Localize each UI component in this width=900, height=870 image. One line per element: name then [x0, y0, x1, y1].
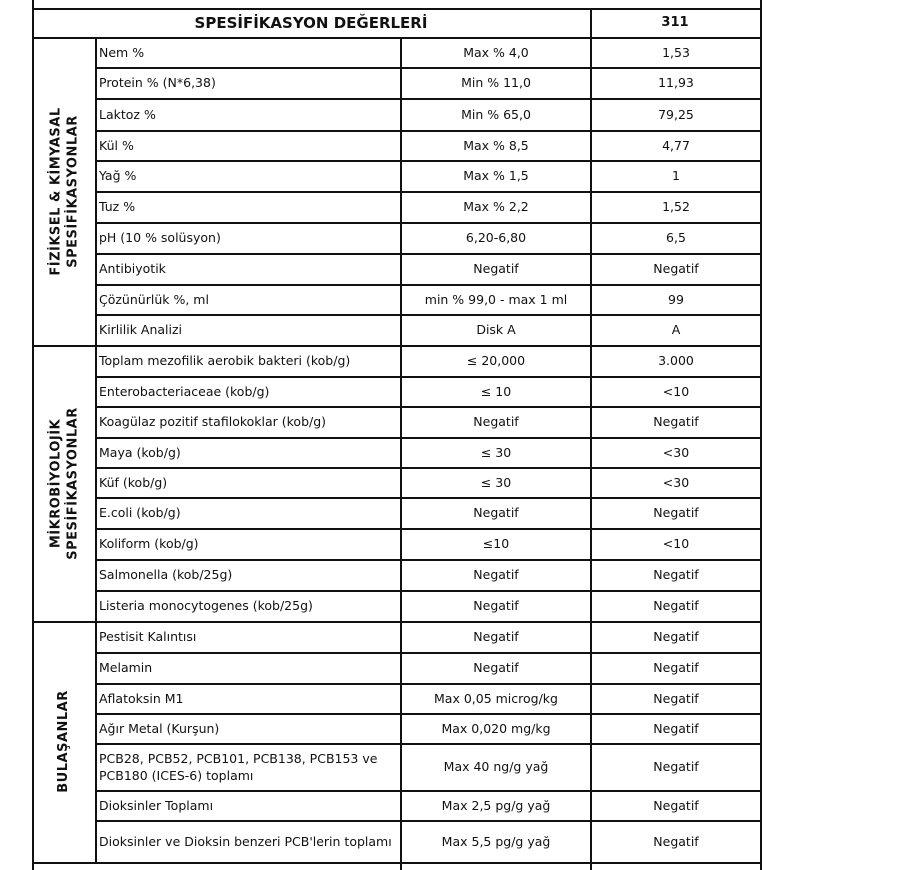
- parameter-cell: Maya (kob/g): [99, 444, 181, 460]
- result-cell: Negatif: [653, 690, 699, 706]
- spec-cell: min % 99,0 - max 1 ml: [424, 291, 568, 307]
- parameter-cell: Çözünürlük %, ml: [99, 291, 209, 307]
- parameter-cell: Protein % (N*6,38): [99, 75, 216, 90]
- spec-cell: Max % 8,5: [463, 137, 529, 153]
- parameter-cell: Enterobacteriaceae (kob/g): [99, 383, 270, 399]
- spec-cell: Negatif: [473, 505, 519, 520]
- spec-cell: ≤ 20,000: [466, 353, 526, 368]
- result-cell: 1,52: [662, 199, 690, 214]
- result-cell: 3.000: [658, 353, 694, 368]
- spec-cell: Negatif: [473, 629, 519, 644]
- table-rule: [760, 8, 762, 37]
- table-rule: [760, 0, 762, 8]
- parameter-cell: Toplam mezofilik aerobik bakteri (kob/g): [99, 353, 351, 368]
- spec-cell: Max % 4,0: [463, 44, 529, 60]
- result-cell: A: [671, 322, 681, 337]
- result-cell: Negatif: [653, 797, 699, 813]
- parameter-cell: Kirlilik Analizi: [99, 322, 183, 337]
- parameter-cell: Salmonella (kob/25g): [99, 567, 233, 582]
- spec-cell: Max 0,05 microg/kg: [434, 690, 558, 706]
- spec-cell: 6,20-6,80: [465, 230, 527, 245]
- result-cell: 1: [672, 168, 680, 183]
- parameter-cell: Listeria monocytogenes (kob/25g): [99, 598, 313, 613]
- parameter-cell: E.coli (kob/g): [99, 505, 181, 520]
- table-rule: [32, 862, 762, 864]
- result-cell: Negatif: [653, 629, 699, 644]
- parameter-cell: Nem %: [99, 44, 145, 60]
- parameter-cell: Laktoz %: [99, 106, 156, 122]
- spec-cell: Min % 11,0: [461, 75, 531, 90]
- table-rule: [400, 862, 402, 870]
- section-label: BULAŞANLAR: [56, 690, 71, 793]
- parameter-cell: Dioksinler ve Dioksin benzeri PCB'lerin toplamı: [99, 833, 392, 849]
- result-cell: <30: [662, 474, 690, 490]
- spec-cell: Negatif: [473, 261, 519, 276]
- parameter-cell: Koliform (kob/g): [99, 536, 199, 551]
- spec-cell: Max % 2,2: [463, 199, 529, 214]
- table-rule: [590, 862, 592, 870]
- spec-cell: Negatif: [473, 598, 519, 613]
- spec-cell: Negatif: [473, 660, 519, 675]
- parameter-cell: pH (10 % solüsyon): [99, 230, 221, 245]
- result-cell: 79,25: [658, 106, 694, 122]
- spec-cell: ≤ 10: [480, 383, 512, 399]
- spec-cell: Max % 1,5: [463, 168, 529, 183]
- spec-cell: Negatif: [473, 414, 519, 429]
- result-cell: Negatif: [653, 660, 699, 675]
- result-cell: Negatif: [653, 261, 699, 276]
- parameter-cell: Tuz %: [99, 199, 136, 214]
- spec-cell: Max 5,5 pg/g yağ: [441, 833, 551, 849]
- spec-cell: Disk A: [476, 322, 516, 337]
- result-cell: Negatif: [653, 598, 699, 613]
- result-cell: Negatif: [653, 567, 699, 582]
- parameter-cell: Aflatoksin M1: [99, 690, 184, 706]
- result-cell: Negatif: [653, 505, 699, 520]
- section-label: FİZİKSEL & KİMYASAL SPESİFİKASYONLAR: [47, 106, 80, 276]
- spec-cell: ≤ 30: [480, 474, 512, 490]
- parameter-cell: Koagülaz pozitif stafilokoklar (kob/g): [99, 414, 327, 429]
- result-cell: <10: [662, 536, 690, 551]
- result-cell: <30: [662, 444, 690, 460]
- spec-cell: ≤10: [482, 536, 510, 551]
- result-cell: Negatif: [653, 720, 699, 736]
- result-cell: Negatif: [653, 759, 699, 774]
- spec-cell: Max 40 ng/g yağ: [443, 759, 549, 774]
- header-batch-number: 311: [661, 15, 689, 30]
- table-rule: [32, 0, 34, 8]
- parameter-cell: Yağ %: [99, 168, 137, 183]
- spec-cell: Min % 65,0: [461, 106, 531, 122]
- spec-cell: ≤ 30: [480, 444, 512, 460]
- parameter-cell: Melamin: [99, 660, 153, 675]
- parameter-cell: Ağır Metal (Kurşun): [99, 720, 220, 736]
- parameter-cell: Kül %: [99, 137, 134, 153]
- parameter-cell: Küf (kob/g): [99, 474, 168, 490]
- result-cell: <10: [662, 383, 690, 399]
- parameter-cell: PCB28, PCB52, PCB101, PCB138, PCB153 ve PCB180 (ICES-6) toplamı: [99, 751, 378, 783]
- spec-cell: Max 0,020 mg/kg: [441, 720, 551, 736]
- result-cell: Negatif: [653, 414, 699, 429]
- section-label: MİKROBİYOLOJİK SPESİFİKASYONLAR: [47, 406, 80, 560]
- header-title: SPESİFİKASYON DEĞERLERİ: [194, 13, 428, 32]
- parameter-cell: Antibiyotik: [99, 261, 166, 276]
- result-cell: Negatif: [653, 833, 699, 849]
- result-cell: 1,53: [662, 44, 690, 60]
- spec-cell: Negatif: [473, 567, 519, 582]
- parameter-cell: Dioksinler Toplamı: [99, 797, 214, 813]
- spec-cell: Max 2,5 pg/g yağ: [441, 797, 551, 813]
- result-cell: 4,77: [662, 137, 690, 153]
- result-cell: 11,93: [658, 75, 694, 90]
- parameter-cell: Pestisit Kalıntısı: [99, 629, 197, 644]
- result-cell: 99: [668, 291, 684, 307]
- result-cell: 6,5: [666, 230, 686, 245]
